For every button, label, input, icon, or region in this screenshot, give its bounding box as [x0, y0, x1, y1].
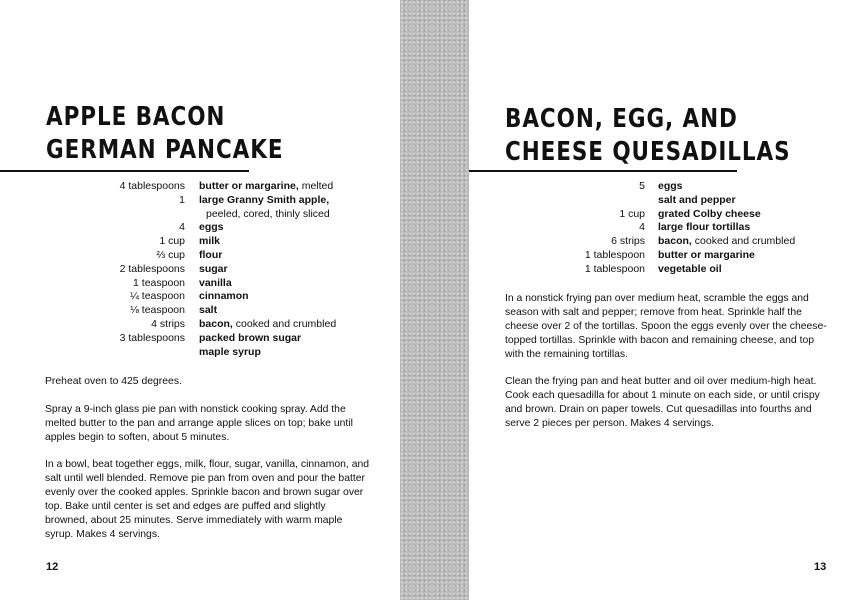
ingredient-name: salt: [199, 304, 218, 317]
ingredient-row: [0, 277, 400, 291]
ingredient-quantity: 1 teaspoon: [133, 276, 185, 289]
ingredient-name: vegetable oil: [658, 262, 722, 275]
ingredient-name: salt and pepper: [658, 193, 736, 206]
ingredient-list: [0, 180, 400, 359]
ingredient-name: maple syrup: [199, 345, 261, 358]
ingredient-item: [199, 277, 232, 291]
ingredient-item: [658, 221, 750, 235]
ingredient-item: [199, 332, 301, 346]
ingredient-row: [0, 194, 400, 208]
ingredient-note: cooked and crumbled: [691, 235, 796, 248]
ingredient-row: [0, 235, 400, 249]
ingredient-note: cooked and crumbled: [232, 317, 337, 330]
instruction-paragraph: Clean the frying pan and heat butter and oil over medium-high heat. Cook each quesadilla for about 1 minute on each side, or until crispy and brown. Drain on paper towels. Cut quesadillas into fourths and serve 2 pieces per person. Makes 4 servings.: [505, 376, 820, 430]
ingredient-row: [0, 290, 400, 304]
ingredient-item: [199, 318, 336, 332]
ingredient-item: [658, 208, 761, 222]
right-page: [469, 0, 863, 600]
ingredient-name: butter or margarine,: [199, 180, 299, 192]
recipe-title: BACON, EGG, AND CHEESE QUESADILLAS: [505, 104, 791, 167]
ingredient-quantity: ⅔ cup: [156, 248, 185, 261]
title-underline: [469, 170, 737, 172]
ingredient-row: [0, 221, 400, 235]
ingredient-name: packed brown sugar: [199, 331, 302, 344]
ingredient-quantity: 1 cup: [619, 207, 645, 220]
ingredient-item: [199, 208, 330, 222]
ingredient-name: flour: [199, 248, 223, 261]
ingredient-row: [0, 318, 400, 332]
instruction-paragraph: Spray a 9-inch glass pie pan with nonstick cooking spray. Add the melted butter to the pan and arrange apple slices on top; bake until apples begin to soften, about 5 minutes.: [45, 403, 353, 443]
ingredient-quantity: 4: [179, 221, 185, 234]
ingredient-quantity: 4: [639, 221, 645, 234]
ingredient-name: milk: [199, 235, 221, 248]
title-underline: [0, 170, 249, 172]
page-number: 13: [814, 561, 827, 573]
ingredient-quantity: ¼ teaspoon: [130, 290, 185, 303]
ingredient-row: [0, 180, 400, 194]
ingredient-item: [199, 235, 220, 249]
ingredient-quantity: 1 tablespoon: [584, 262, 645, 275]
ingredient-item: [199, 194, 329, 208]
ingredient-row: [469, 194, 863, 208]
ingredient-name: eggs: [199, 221, 224, 234]
ingredient-name: bacon,: [658, 235, 692, 248]
ingredient-item: [199, 263, 228, 277]
ingredient-quantity: ⅛ teaspoon: [130, 304, 185, 317]
ingredient-name: bacon,: [199, 317, 233, 330]
ingredient-item: [658, 235, 795, 249]
ingredient-item: [658, 194, 736, 208]
ingredient-row: [469, 235, 863, 249]
ingredient-note: peeled, cored, thinly sliced: [206, 207, 330, 220]
ingredient-row: [0, 332, 400, 346]
ingredient-note: melted: [298, 180, 334, 192]
recipe-title: APPLE BACON GERMAN PANCAKE: [46, 102, 284, 165]
instruction-paragraph: In a nonstick frying pan over medium heat, scramble the eggs and season with salt and pepper; remove from heat. Sprinkle half the cheese over 2 of the tortillas. Spoon the eggs evenly over the cheese-topped tortillas. Sprinkle with bacon and remaining cheese, and top with the remaining tortillas.: [505, 293, 827, 360]
ingredient-item: [199, 346, 261, 360]
ingredient-item: [658, 263, 722, 277]
ingredient-list: [469, 180, 863, 277]
ingredient-row: [469, 180, 863, 194]
instruction-paragraph: In a bowl, beat together eggs, milk, flour, sugar, vanilla, cinnamon, and salt until well blended. Remove pie pan from oven and pour the batter evenly over the cooked apples. Sprinkle bacon and brown sugar over top. Bake until center is set and edges are puffed and slightly browned, about 25 minutes. Serve immediately with warm maple syrup. Makes 4 servings.: [45, 459, 370, 540]
ingredient-row: [469, 221, 863, 235]
ingredient-name: large flour tortillas: [658, 221, 751, 234]
ingredient-row: [469, 208, 863, 222]
instructions: [45, 375, 370, 556]
ingredient-item: [199, 249, 222, 263]
ingredient-quantity: 3 tablespoons: [119, 331, 185, 344]
instructions: [505, 292, 835, 445]
ingredient-name: butter or margarine: [658, 248, 755, 261]
ingredient-row: [0, 208, 400, 222]
ingredient-quantity: 4 tablespoons: [119, 180, 185, 192]
ingredient-row: [469, 249, 863, 263]
ingredient-item: [199, 290, 249, 304]
ingredient-quantity: 6 strips: [611, 235, 645, 248]
ingredient-quantity: 4 strips: [151, 317, 185, 330]
ingredient-name: large Granny Smith apple,: [199, 193, 330, 206]
ingredient-row: [0, 304, 400, 318]
ingredient-item: [658, 180, 683, 194]
ingredient-name: grated Colby cheese: [658, 207, 761, 220]
ingredient-name: sugar: [199, 262, 228, 275]
ingredient-quantity: 5: [639, 180, 645, 192]
ingredient-quantity: 1: [179, 193, 185, 206]
ingredient-item: [658, 249, 755, 263]
ingredient-item: [199, 304, 217, 318]
ingredient-item: [199, 180, 333, 194]
ingredient-row: [0, 263, 400, 277]
ingredient-name: eggs: [658, 180, 683, 192]
ingredient-name: cinnamon: [199, 290, 249, 303]
ingredient-row: [0, 346, 400, 360]
ingredient-row: [0, 249, 400, 263]
left-page: [0, 0, 400, 600]
ingredient-quantity: 1 tablespoon: [584, 248, 645, 261]
instruction-paragraph: Preheat oven to 425 degrees.: [45, 376, 182, 387]
gutter-divider: [400, 0, 469, 600]
ingredient-quantity: 1 cup: [159, 235, 185, 248]
ingredient-row: [469, 263, 863, 277]
ingredient-name: vanilla: [199, 276, 232, 289]
ingredient-quantity: 2 tablespoons: [119, 262, 185, 275]
page-number: 12: [46, 561, 59, 573]
ingredient-item: [199, 221, 224, 235]
